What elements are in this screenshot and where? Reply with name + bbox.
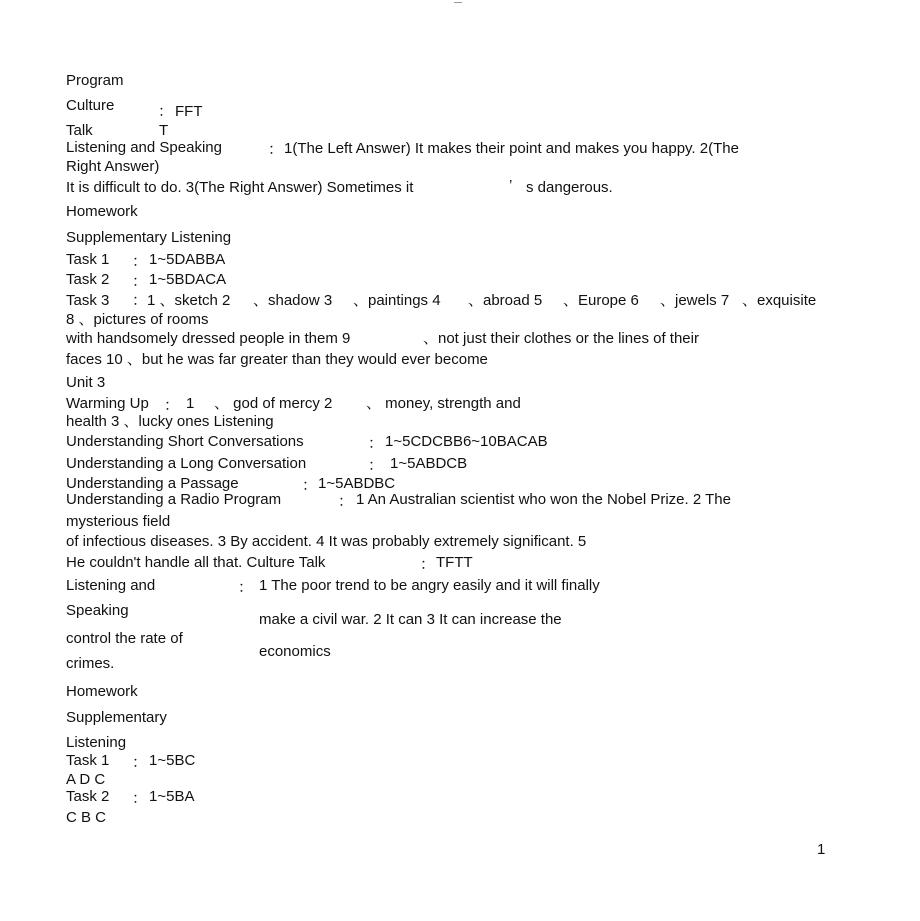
ls-label: Listening and Speaking: [66, 139, 222, 156]
culture-answer: FFT: [175, 103, 203, 120]
task1-3-line2: A D C: [66, 771, 106, 788]
usc-separator: ：: [368, 435, 384, 452]
culture-label: Culture: [66, 97, 115, 114]
header-mark: [454, 2, 462, 3]
task1-3-label: Task 1: [66, 752, 110, 769]
task3-line4: faces 10 、but he was far greater than they would ever become: [66, 351, 488, 368]
task2-3-line2: C B C: [66, 809, 107, 826]
ls3-answer1: 1 The poor trend to be angry easily and it will finally: [259, 577, 600, 594]
warming-up-answer: 、 god of mercy 2: [214, 395, 333, 412]
warming-up-answer: 、 money, strength and: [366, 395, 521, 412]
task2-separator: ：: [132, 273, 148, 290]
ls3-answer2: make a civil war. 2 It can 3 It can increase the: [259, 611, 562, 628]
ls-separator: ：: [268, 141, 284, 158]
ls3-continuation2: crimes.: [66, 655, 115, 672]
ls-answer-line1: 1(The Left Answer) It makes their point and makes you happy. 2(The: [284, 140, 739, 157]
warming-up-separator: ：: [164, 397, 180, 414]
warming-up-line2: health 3 、lucky ones Listening: [66, 413, 274, 430]
warming-up-label: Warming Up: [66, 395, 149, 412]
task1-label: Task 1: [66, 251, 110, 268]
ls3-continuation1: control the rate of: [66, 630, 183, 647]
task1-3-answer: 1~5BC: [149, 752, 196, 769]
supplementary-listening-heading: Supplementary Listening: [66, 229, 232, 246]
urp-line3: of infectious diseases. 3 By accident. 4 It was probably extremely significant. 5: [66, 533, 587, 550]
task3-item: 、exquisite: [742, 292, 817, 309]
task3-line3a: with handsomely dressed people in them 9: [66, 330, 351, 347]
task3-item: 、paintings 4: [353, 292, 441, 309]
task3-item: 、Europe 6: [563, 292, 639, 309]
ulc-answer: 1~5ABDCB: [390, 455, 468, 472]
task1-separator: ：: [132, 253, 148, 270]
task2-label: Task 2: [66, 271, 110, 288]
task1-answer: 1~5DABBA: [149, 251, 226, 268]
usc-label: Understanding Short Conversations: [66, 433, 304, 450]
talk-answer: T: [159, 122, 169, 139]
ulc-separator: ：: [368, 457, 384, 474]
supplementary3-heading: Supplementary: [66, 709, 167, 726]
task3-item: ：1 、sketch 2: [132, 292, 231, 309]
task3-item: 、jewels 7: [660, 292, 730, 309]
urp-line2: mysterious field: [66, 513, 171, 530]
page-number: 1: [817, 841, 826, 858]
culture-talk-separator: ：: [420, 556, 436, 573]
culture-talk-answer: TFTT: [436, 554, 473, 571]
ls-answer-line2: Right Answer): [66, 158, 160, 175]
task3-item: 、abroad 5: [468, 292, 543, 309]
task2-answer: 1~5BDACA: [149, 271, 227, 288]
up-separator: ：: [302, 477, 318, 494]
ls3-separator: ：: [238, 579, 254, 596]
homework3-heading: Homework: [66, 683, 138, 700]
urp-line1: 1 An Australian scientist who won the Nobel Prize. 2 The: [356, 491, 731, 508]
ls-answer-line3a: It is difficult to do. 3(The Right Answer) Sometimes it: [66, 179, 414, 196]
task3-item: 、shadow 3: [253, 292, 333, 309]
ls-answer-apostrophe: ’: [509, 177, 513, 194]
ls3-label2: Speaking: [66, 602, 129, 619]
task2-3-separator: ：: [132, 790, 148, 807]
task3-label: Task 3: [66, 292, 110, 309]
task3-line2: 8 、pictures of rooms: [66, 311, 209, 328]
unit3-heading: Unit 3: [66, 374, 106, 391]
task2-3-answer: 1~5BA: [149, 788, 195, 805]
talk-label: Talk: [66, 122, 93, 139]
listening3-heading: Listening: [66, 734, 127, 751]
up-label: Understanding a Passage: [66, 475, 239, 492]
ls3-answer3: economics: [259, 643, 331, 660]
program-heading: Program: [66, 72, 124, 89]
usc-answer: 1~5CDCBB6~10BACAB: [385, 433, 548, 450]
ls3-label1: Listening and: [66, 577, 156, 594]
culture-separator: ：: [158, 103, 174, 120]
task2-3-label: Task 2: [66, 788, 110, 805]
task1-3-separator: ：: [132, 754, 148, 771]
warming-up-answer: 1: [186, 395, 195, 412]
ulc-label: Understanding a Long Conversation: [66, 455, 307, 472]
up-answer: 1~5ABDBC: [318, 475, 396, 492]
urp-line4a: He couldn't handle all that. Culture Talk: [66, 554, 326, 571]
ls-answer-line3b: s dangerous.: [526, 179, 613, 196]
homework-heading: Homework: [66, 203, 138, 220]
task3-line3b: 、not just their clothes or the lines of their: [423, 330, 699, 347]
urp-separator: ：: [338, 493, 354, 510]
urp-label: Understanding a Radio Program: [66, 491, 282, 508]
